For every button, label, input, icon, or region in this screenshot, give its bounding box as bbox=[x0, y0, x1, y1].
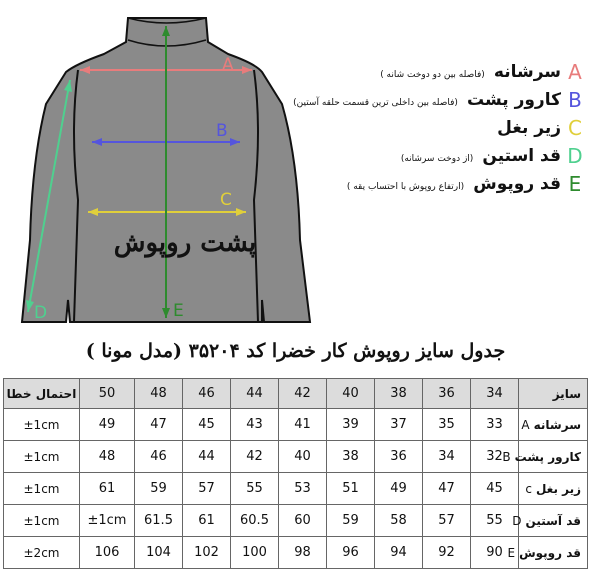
row-label-letter: D bbox=[512, 513, 522, 528]
measurement-cell: 55 bbox=[231, 473, 279, 505]
size-header-cell: 46 bbox=[183, 379, 231, 409]
legend-item-a bbox=[285, 58, 585, 86]
measurement-cell: 59 bbox=[327, 505, 375, 537]
row-label-name: قد آستین bbox=[525, 513, 581, 528]
measurement-cell: 41 bbox=[279, 409, 327, 441]
measurement-cell: 96 bbox=[327, 537, 375, 569]
measurement-cell: 39 bbox=[327, 409, 375, 441]
table-row bbox=[4, 473, 588, 505]
row-label-name: سرشانه bbox=[533, 417, 581, 432]
measurement-cell: 32 bbox=[471, 441, 519, 473]
measurement-cell: 36 bbox=[375, 441, 423, 473]
marker-letter-a: A bbox=[222, 55, 234, 75]
legend-note: (فاصله بین داخلی ترین قسمت حلقه آستین) bbox=[293, 98, 458, 108]
row-label bbox=[512, 505, 588, 537]
row-label bbox=[519, 473, 588, 505]
measurement-cell: 61.5 bbox=[135, 505, 183, 537]
measurement-cell: 61 bbox=[80, 473, 135, 505]
marker-letter-b: B bbox=[216, 121, 228, 141]
legend-note: (فاصله بین دو دوخت شانه ) bbox=[380, 70, 485, 80]
legend-letter: B bbox=[568, 88, 582, 112]
measurement-cell: 55 bbox=[471, 505, 519, 537]
measurement-cell: 37 bbox=[375, 409, 423, 441]
row-label-letter: A bbox=[521, 417, 530, 432]
measurement-legend bbox=[285, 58, 585, 198]
tolerance-header: احتمال خطا bbox=[4, 379, 80, 409]
size-header-cell: 44 bbox=[231, 379, 279, 409]
measurement-cell: 94 bbox=[375, 537, 423, 569]
measurement-cell: 42 bbox=[231, 441, 279, 473]
legend-name: قد روپوش bbox=[473, 174, 561, 194]
measurement-cell: 45 bbox=[183, 409, 231, 441]
measurement-cell: 33 bbox=[471, 409, 519, 441]
measurement-cell: 92 bbox=[423, 537, 471, 569]
measurement-cell: 43 bbox=[231, 409, 279, 441]
measurement-cell: 100 bbox=[231, 537, 279, 569]
legend-name: کارور پشت bbox=[466, 90, 561, 110]
legend-note: (از دوخت سرشانه) bbox=[400, 154, 474, 164]
measurement-cell: 47 bbox=[135, 409, 183, 441]
measurement-cell: 58 bbox=[375, 505, 423, 537]
legend-name: قد استین bbox=[482, 146, 561, 166]
measurement-cell: 106 bbox=[80, 537, 135, 569]
measurement-cell: 51 bbox=[327, 473, 375, 505]
size-header-cell: 50 bbox=[80, 379, 135, 409]
measurement-cell: 98 bbox=[279, 537, 327, 569]
legend-item-c bbox=[285, 114, 585, 142]
measurement-cell: 45 bbox=[471, 473, 519, 505]
legend-item-d bbox=[285, 142, 585, 170]
measurement-cell: 53 bbox=[279, 473, 327, 505]
table-row bbox=[4, 409, 588, 441]
legend-letter: E bbox=[568, 172, 582, 196]
measurement-cell: 59 bbox=[135, 473, 183, 505]
legend-letter: A bbox=[568, 60, 582, 84]
measurement-cell: 44 bbox=[183, 441, 231, 473]
legend-name: زیر بغل bbox=[497, 118, 561, 138]
row-label bbox=[502, 441, 588, 473]
size-header-cell: 34 bbox=[471, 379, 519, 409]
measurement-cell: ±1cm bbox=[80, 505, 135, 537]
size-table-title: جدول سایز روپوش کار خضرا کد ۳۵۲۰۴ (مدل مونا ) bbox=[85, 340, 506, 362]
legend-letter: D bbox=[567, 144, 583, 168]
measurement-cell: 49 bbox=[80, 409, 135, 441]
measurement-cell: 102 bbox=[183, 537, 231, 569]
legend-item-e bbox=[285, 170, 585, 198]
marker-letter-e: E bbox=[173, 301, 184, 321]
table-row bbox=[4, 505, 588, 537]
table-header-row bbox=[4, 379, 588, 409]
measurement-cell: 38 bbox=[327, 441, 375, 473]
tolerance-cell: ±2cm bbox=[4, 537, 80, 569]
size-header-cell: 36 bbox=[423, 379, 471, 409]
tolerance-cell: ±1cm bbox=[4, 505, 80, 537]
measurement-cell: 90 bbox=[471, 537, 519, 569]
row-label-letter: E bbox=[507, 545, 516, 560]
tolerance-cell: ±1cm bbox=[4, 409, 80, 441]
row-label bbox=[519, 409, 588, 441]
measurement-cell: 61 bbox=[183, 505, 231, 537]
garment-caption: پشت روپوش bbox=[113, 228, 257, 258]
row-label-letter: c bbox=[525, 481, 532, 496]
size-header-cell: 40 bbox=[327, 379, 375, 409]
row-label-name: زیر بغل bbox=[535, 481, 581, 496]
measurement-cell: 57 bbox=[423, 505, 471, 537]
measurement-cell: 34 bbox=[423, 441, 471, 473]
measurement-cell: 46 bbox=[135, 441, 183, 473]
marker-letter-c: C bbox=[220, 190, 232, 210]
row-label-name: کارور پشت bbox=[514, 449, 581, 464]
marker-letter-d: D bbox=[34, 303, 48, 323]
tolerance-cell: ±1cm bbox=[4, 441, 80, 473]
table-row bbox=[4, 537, 588, 569]
legend-name: سرشانه bbox=[493, 62, 561, 82]
size-header-cell: 42 bbox=[279, 379, 327, 409]
size-header-cell: 38 bbox=[375, 379, 423, 409]
tolerance-cell: ±1cm bbox=[4, 473, 80, 505]
size-header-label: سایز bbox=[519, 379, 588, 409]
measurement-cell: 47 bbox=[423, 473, 471, 505]
measurement-cell: 104 bbox=[135, 537, 183, 569]
table-row bbox=[4, 441, 588, 473]
legend-item-b bbox=[285, 86, 585, 114]
legend-note: (ارتفاع روپوش با احتساب یقه ) bbox=[346, 182, 465, 192]
measurement-cell: 49 bbox=[375, 473, 423, 505]
size-table bbox=[3, 378, 588, 569]
measurement-cell: 40 bbox=[279, 441, 327, 473]
measurement-cell: 57 bbox=[183, 473, 231, 505]
measurement-cell: 35 bbox=[423, 409, 471, 441]
size-header-cell: 48 bbox=[135, 379, 183, 409]
row-label-name: قد روپوش bbox=[519, 545, 581, 560]
row-label-letter: B bbox=[502, 449, 511, 464]
legend-letter: C bbox=[568, 116, 582, 140]
measurement-cell: 60 bbox=[279, 505, 327, 537]
row-label bbox=[507, 537, 588, 569]
measurement-cell: 48 bbox=[80, 441, 135, 473]
measurement-cell: 60.5 bbox=[231, 505, 279, 537]
